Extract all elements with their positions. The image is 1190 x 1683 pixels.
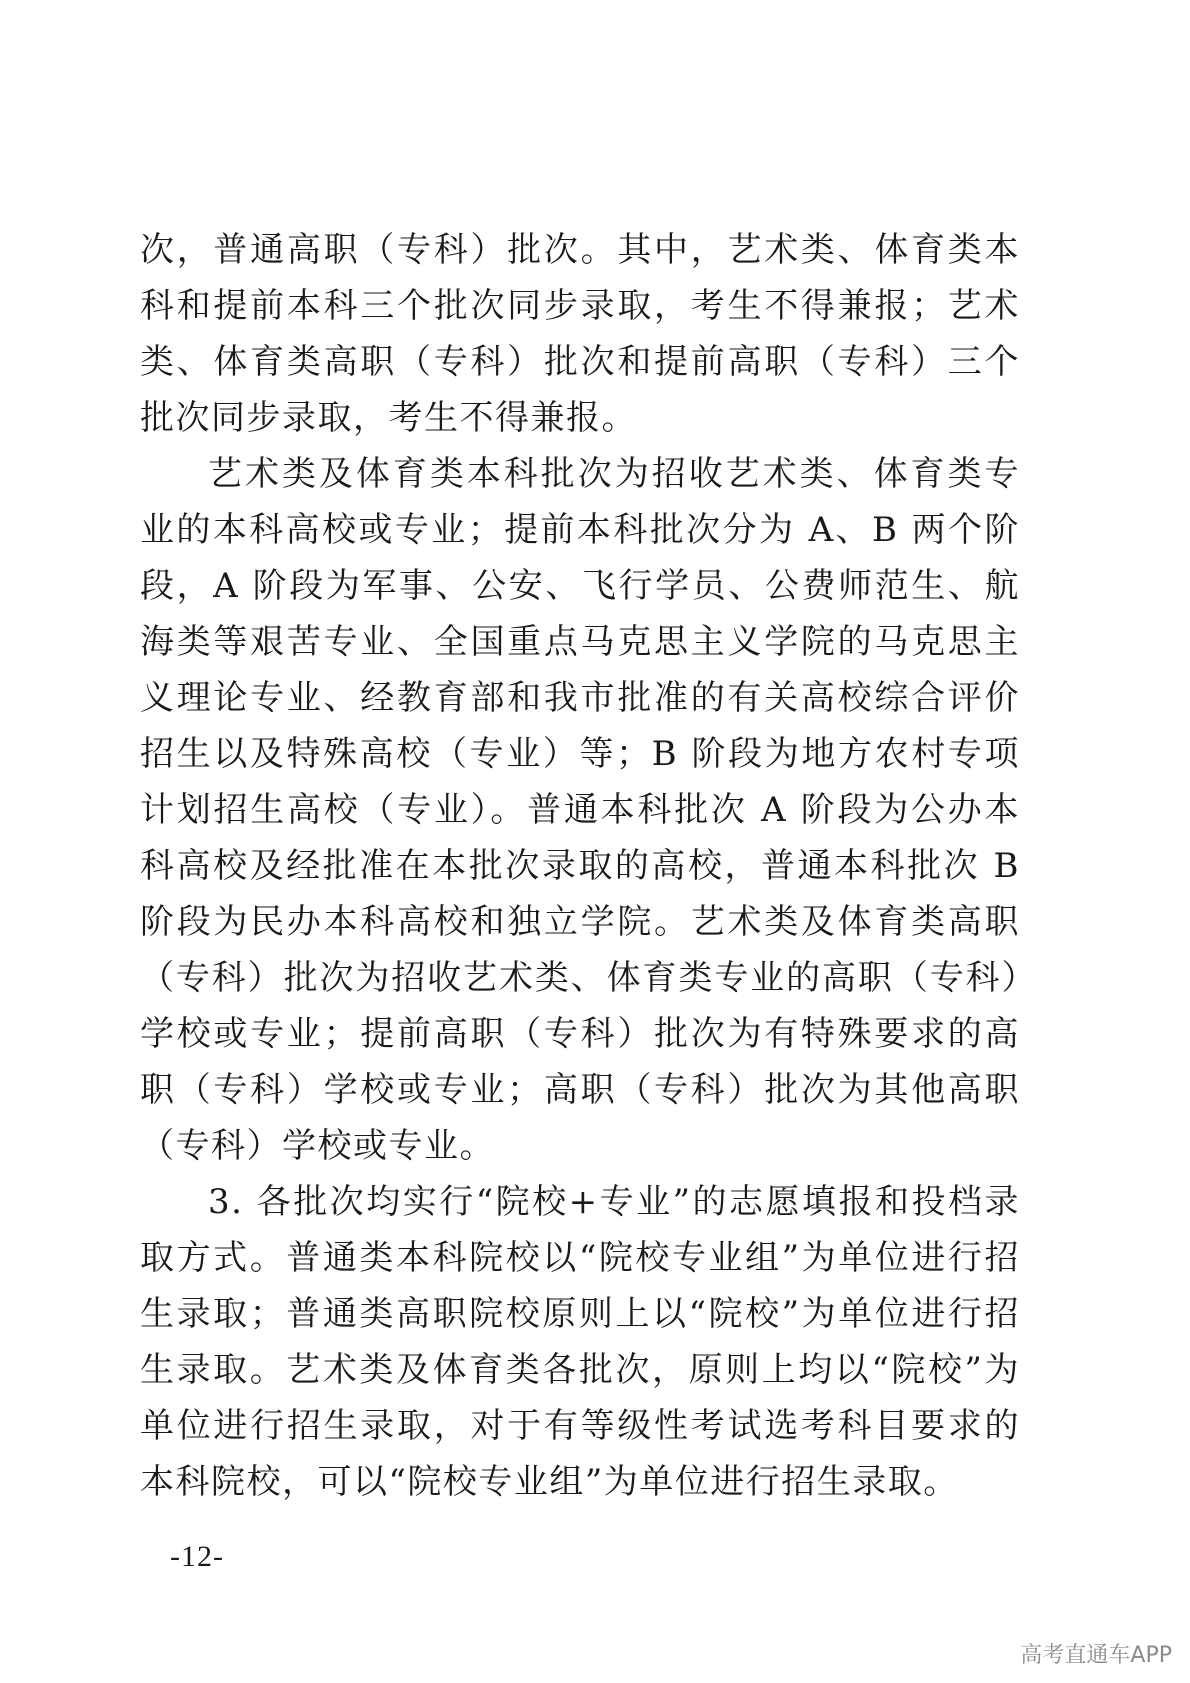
paragraph-batch-continuation: 次，普通高职（专科）批次。其中，艺术类、体育类本科和提前本科三个批次同步录取，考生不得兼报；艺术类、体育类高职（专科）批次和提前高职（专科）三个批次同步录取，考生不得兼报。 <box>140 230 1020 438</box>
paragraph-admission-method: 3. 各批次均实行“院校+专业”的志愿填报和投档录取方式。普通类本科院校以“院校专业组”为单位进行招生录取；普通类高职院校原则上以“院校”为单位进行招生录取。艺术类及体育类各批次，原则上均以“院校”为单位进行招生录取，对于有等级性考试选考科目要求的本科院校，可以“院校专业组”为单位进行招生录取。 <box>140 1182 1020 1502</box>
paragraph-batch-description: 艺术类及体育类本科批次为招收艺术类、体育类专业的本科高校或专业；提前本科批次分为 A、B 两个阶段，A 阶段为军事、公安、飞行学员、公费师范生、航海类等艰苦专业、全国重点马克思主义学院的马克思主义理论专业、经教育部和我市批准的有关高校综合评价招生以及特殊高校（专业）等；B 阶段为地方农村专项计划招生高校（专业）。普通本科批次 A 阶段为公办本科高校及经批准在本批次录取的高校，普通本科批次 B 阶段为民办本科高校和独立学院。艺术类及体育类高职（专科）批次为招收艺术类、体育类专业的高职（专科）学校或专业；提前高职（专科）批次为有特殊要求的高职（专科）学校或专业；高职（专科）批次为其他高职（专科）学校或专业。 <box>140 454 1020 1166</box>
watermark: 高考直通车APP <box>1020 1643 1172 1668</box>
page-number: -12- <box>170 1540 224 1573</box>
document-body <box>140 222 1020 1510</box>
